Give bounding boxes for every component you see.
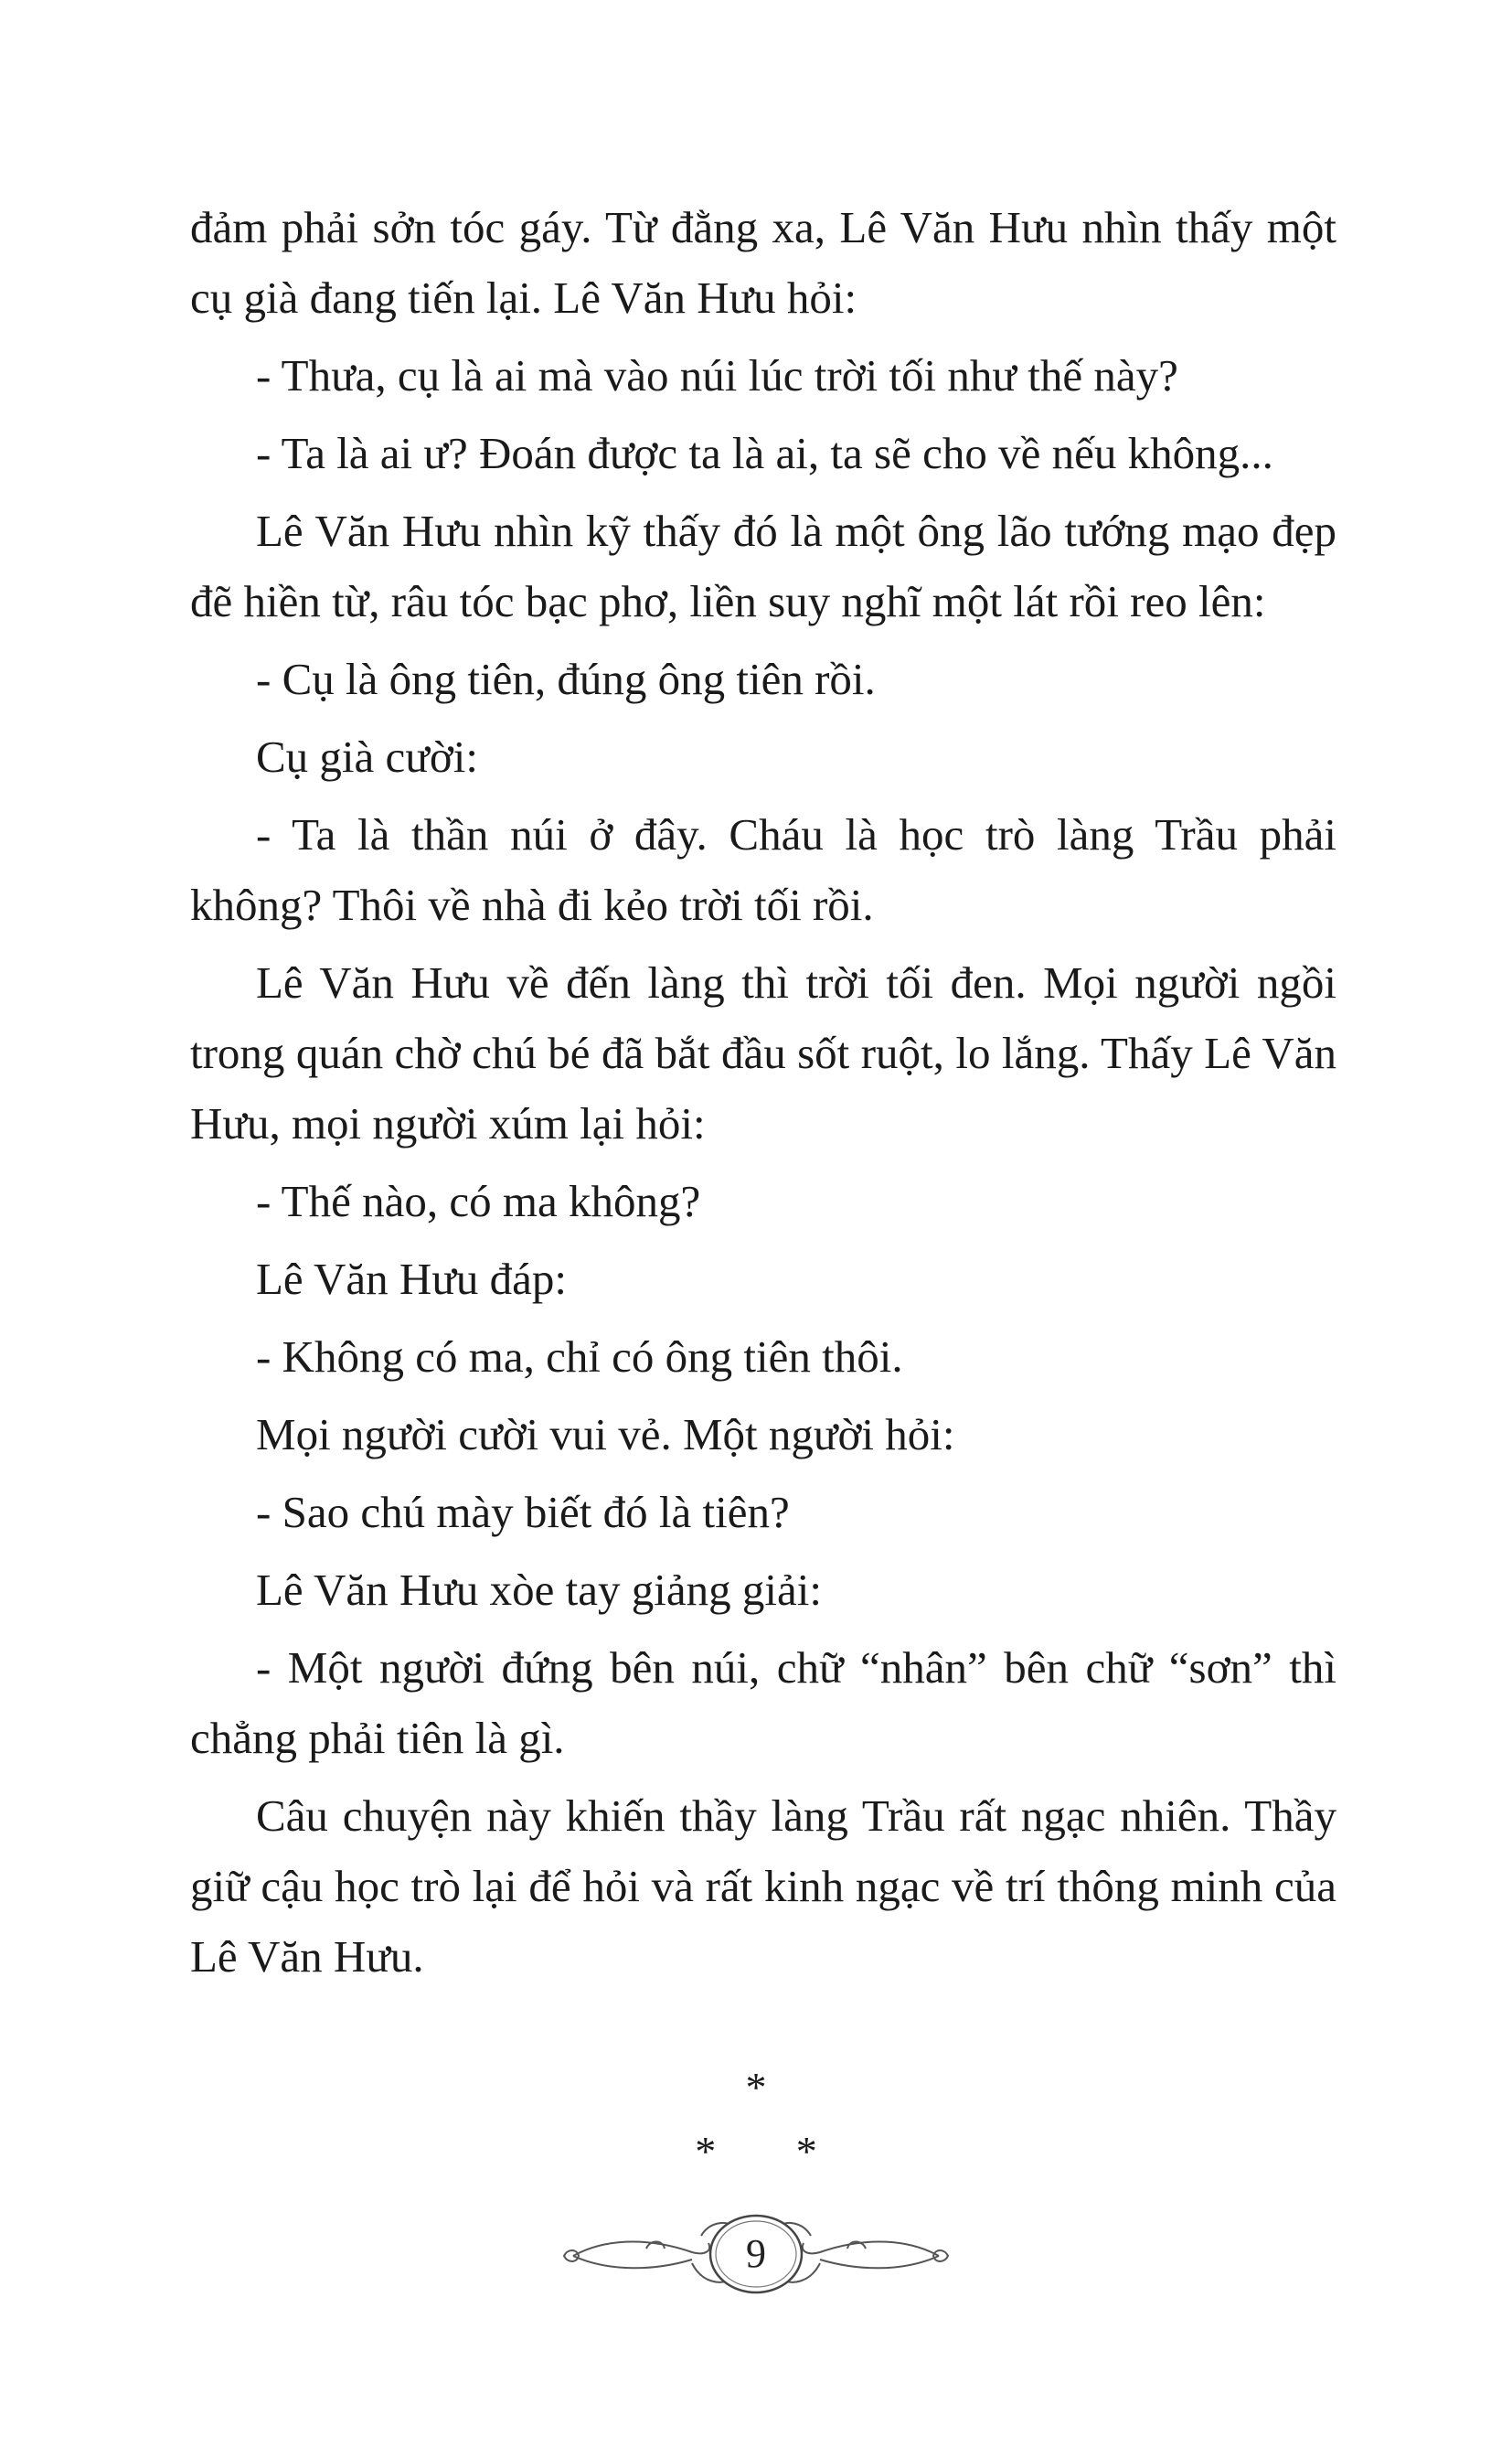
paragraph-10: Lê Văn Hưu đáp:	[256, 1254, 567, 1304]
paragraph-7: - Ta là thần núi ở đây. Cháu là học trò làng Trầu phải không? Thôi về nhà đi kẻo trời tối rồi.	[190, 809, 1336, 930]
paragraph-12: Mọi người cười vui vẻ. Một người hỏi:	[256, 1409, 955, 1459]
paragraph-11: - Không có ma, chỉ có ông tiên thôi.	[256, 1331, 903, 1382]
paragraph-1: đảm phải sởn tóc gáy. Từ đằng xa, Lê Văn Hưu nhìn thấy một cụ già đang tiến lại. Lê Văn Hưu hỏi:	[190, 202, 1336, 323]
paragraph-4: Lê Văn Hưu nhìn kỹ thấy đó là một ông lão tướng mạo đẹp đẽ hiền từ, râu tóc bạc phơ, liền suy nghĩ một lát rồi reo lên:	[190, 506, 1336, 626]
paragraph-3: - Ta là ai ư? Đoán được ta là ai, ta sẽ cho về nếu không...	[256, 428, 1273, 478]
asterisk-left: *	[695, 2128, 717, 2175]
paragraph-2: - Thưa, cụ là ai mà vào núi lúc trời tối như thế này?	[256, 350, 1178, 401]
section-separator-top	[0, 2064, 1512, 2110]
page-number: 9	[746, 2231, 766, 2276]
story-text	[190, 192, 1336, 1999]
paragraph-16: Câu chuyện này khiến thầy làng Trầu rất ngạc nhiên. Thầy giữ cậu học trò lại để hỏi và rất kinh ngạc về trí thông minh của Lê Văn Hưu.	[190, 1790, 1336, 1982]
paragraph-15: - Một người đứng bên núi, chữ “nhân” bên chữ “sơn” thì chẳng phải tiên là gì.	[190, 1642, 1336, 1763]
asterisk-right: *	[795, 2128, 817, 2175]
paragraph-14: Lê Văn Hưu xòe tay giảng giải:	[256, 1565, 822, 1615]
paragraph-13: - Sao chú mày biết đó là tiên?	[256, 1487, 790, 1537]
section-separator-bottom	[0, 2128, 1512, 2175]
paragraph-5: - Cụ là ông tiên, đúng ông tiên rồi.	[256, 654, 876, 704]
paragraph-9: - Thế nào, có ma không?	[256, 1176, 701, 1226]
paragraph-8: Lê Văn Hưu về đến làng thì trời tối đen. Mọi người ngồi trong quán chờ chú bé đã bắt đầu sốt ruột, lo lắng. Thấy Lê Văn Hưu, mọi người xúm lại hỏi:	[190, 957, 1336, 1149]
paragraph-6: Cụ già cười:	[256, 732, 478, 782]
asterisk-top: *	[745, 2064, 767, 2110]
